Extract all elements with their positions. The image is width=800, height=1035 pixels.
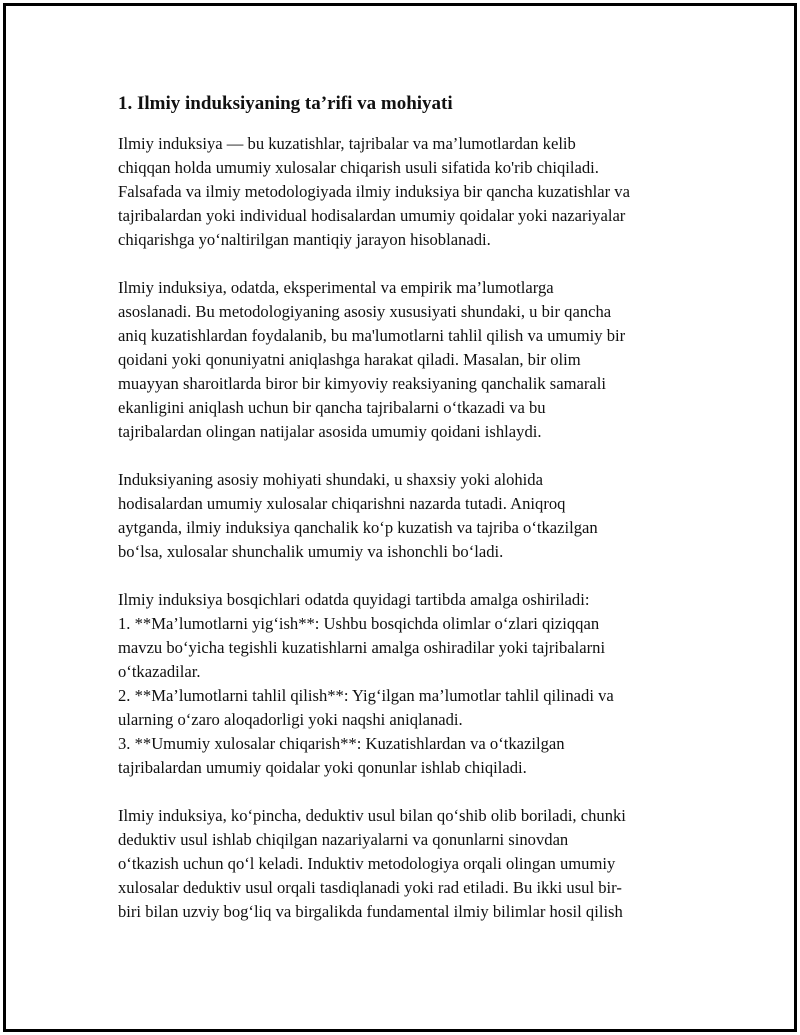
text-line: hodisalardan umumiy xulosalar chiqarishni nazarda tutadi. Aniqroq bbox=[118, 494, 566, 513]
text-line: Induksiyaning asosiy mohiyati shundaki, u shaxsiy yoki alohida bbox=[118, 470, 543, 489]
text-line: ekanligini aniqlash uchun bir qancha tajribalarni oʻtkazadi va bu bbox=[118, 398, 546, 417]
text-line: oʻtkazish uchun qoʻl keladi. Induktiv metodologiya orqali olingan umumiy bbox=[118, 854, 616, 873]
text-line: aytganda, ilmiy induksiya qanchalik koʻp kuzatish va tajriba oʻtkazilgan bbox=[118, 518, 598, 537]
list-item: 2. **Ma’lumotlarni tahlil qilish**: Yigʻilgan ma’lumotlar tahlil qilinadi va bbox=[118, 686, 614, 705]
text-line: deduktiv usul ishlab chiqilgan nazariyalarni va qonunlarni sinovdan bbox=[118, 830, 569, 849]
text-line: boʻlsa, xulosalar shunchalik umumiy va ishonchli boʻladi. bbox=[118, 542, 504, 561]
text-line: Ilmiy induksiya, odatda, eksperimental va empirik ma’lumotlarga bbox=[118, 278, 554, 297]
text-line: chiqqan holda umumiy xulosalar chiqarish usuli sifatida ko'rib chiqiladi. bbox=[118, 158, 599, 177]
text-line: chiqarishga yoʻnaltirilgan mantiqiy jarayon hisoblanadi. bbox=[118, 230, 491, 249]
list-item: 3. **Umumiy xulosalar chiqarish**: Kuzatishlardan va oʻtkazilgan bbox=[118, 734, 565, 753]
text-line: Ilmiy induksiya — bu kuzatishlar, tajribalar va ma’lumotlardan kelib bbox=[118, 134, 576, 153]
paragraph-definition bbox=[118, 132, 690, 252]
list-item: 1. **Ma’lumotlarni yigʻish**: Ushbu bosqichda olimlar oʻzlari qiziqqan bbox=[118, 614, 600, 633]
text-line: asoslanadi. Bu metodologiyaning asosiy xususiyati shundaki, u bir qancha bbox=[118, 302, 612, 321]
text-line: qoidani yoki qonuniyatni aniqlashga harakat qiladi. Masalan, bir olim bbox=[118, 350, 581, 369]
text-line: aniq kuzatishlardan foydalanib, bu ma'lumotlarni tahlil qilish va umumiy bir bbox=[118, 326, 626, 345]
text-line: tajribalardan yoki individual hodisalardan umumiy qoidalar yoki nazariyalar bbox=[118, 206, 626, 225]
paragraph-deduction-relation bbox=[118, 804, 690, 924]
text-line: xulosalar deduktiv usul orqali tasdiqlanadi yoki rad etiladi. Bu ikki usul bir- bbox=[118, 878, 622, 897]
paragraph-essence bbox=[118, 468, 690, 564]
text-line: Ilmiy induksiya, koʻpincha, deduktiv usul bilan qoʻshib olib boriladi, chunki bbox=[118, 806, 626, 825]
text-line: tajribalardan olingan natijalar asosida umumiy qoidani ishlaydi. bbox=[118, 422, 542, 441]
paragraph-stages-list bbox=[118, 588, 690, 780]
document-body bbox=[118, 92, 690, 948]
list-item-continuation: mavzu boʻyicha tegishli kuzatishlarni amalga oshiradilar yoki tajribalarni bbox=[118, 638, 606, 657]
list-item-continuation: oʻtkazadilar. bbox=[118, 662, 201, 681]
list-item-continuation: ularning oʻzaro aloqadorligi yoki naqshi aniqlanadi. bbox=[118, 710, 463, 729]
text-line: Falsafada va ilmiy metodologiyada ilmiy induksiya bir qancha kuzatishlar va bbox=[118, 182, 630, 201]
text-line: biri bilan uzviy bogʻliq va birgalikda fundamental ilmiy bilimlar hosil qilish bbox=[118, 902, 623, 921]
list-item-continuation: tajribalardan umumiy qoidalar yoki qonunlar ishlab chiqiladi. bbox=[118, 758, 527, 777]
list-intro: Ilmiy induksiya bosqichlari odatda quyidagi tartibda amalga oshiriladi: bbox=[118, 590, 590, 609]
paragraph-empirical-basis bbox=[118, 276, 690, 444]
text-line: muayyan sharoitlarda biror bir kimyoviy reaksiyaning qanchalik samarali bbox=[118, 374, 606, 393]
section-title: 1. Ilmiy induksiyaning ta’rifi va mohiyati bbox=[118, 93, 453, 114]
